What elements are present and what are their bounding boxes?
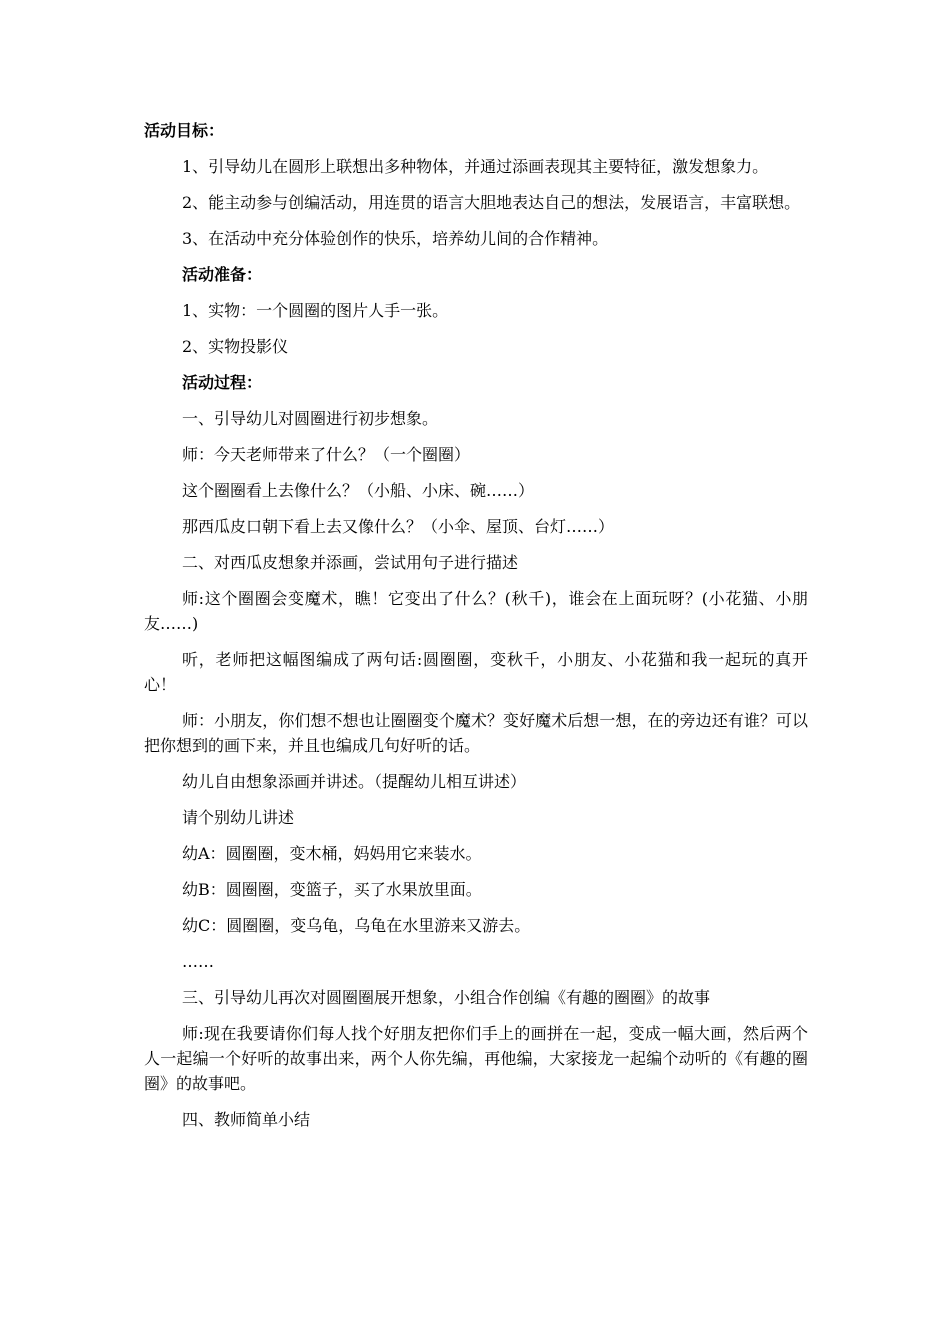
paragraph: 听，老师把这幅图编成了两句话:圆圈圈，变秋千，小朋友、小花猫和我一起玩的真开心！ — [144, 650, 808, 694]
goal-item-1: 1、引导幼儿在圆形上联想出多种物体，并通过添画表现其主要特征，激发想象力。 — [182, 157, 769, 176]
goal-item-3: 3、在活动中充分体验创作的快乐，培养幼儿间的合作精神。 — [182, 229, 609, 248]
paragraph: 幼儿自由想象添画并讲述。（提醒幼儿相互讲述） — [182, 772, 527, 791]
paragraph: 师：小朋友，你们想不想也让圈圈变个魔术？变好魔术后想一想，在的旁边还有谁？可以把你想到的画下来，并且也编成几句好听的话。 — [144, 711, 808, 755]
paragraph: 那西瓜皮口朝下看上去又像什么？（小伞、屋顶、台灯……） — [182, 517, 615, 536]
section-heading-goals: 活动目标： — [144, 121, 225, 140]
child-response-c: 幼C：圆圈圈，变乌龟，乌龟在水里游来又游去。 — [182, 916, 531, 935]
section-heading-preparation: 活动准备： — [182, 265, 263, 284]
paragraph: 这个圈圈看上去像什么？（小船、小床、碗……） — [182, 481, 535, 500]
process-step-2: 二、对西瓜皮想象并添画，尝试用句子进行描述 — [182, 553, 519, 572]
document-page — [144, 118, 808, 1143]
goal-item-2: 2、能主动参与创编活动，用连贯的语言大胆地表达自己的想法，发展语言，丰富联想。 — [182, 193, 801, 212]
section-heading-process: 活动过程： — [182, 373, 263, 392]
ellipsis: …… — [182, 952, 214, 971]
process-step-4: 四、教师简单小结 — [182, 1110, 311, 1129]
paragraph: 请个别幼儿讲述 — [182, 808, 295, 827]
child-response-b: 幼B：圆圈圈，变篮子，买了水果放里面。 — [182, 880, 482, 899]
paragraph: 师：今天老师带来了什么？（一个圈圈） — [182, 445, 471, 464]
process-step-3: 三、引导幼儿再次对圆圈圈展开想象，小组合作创编《有趣的圈圈》的故事 — [182, 988, 711, 1007]
process-step-1: 一、引导幼儿对圆圈进行初步想象。 — [182, 409, 439, 428]
preparation-item-1: 1、实物：一个圆圈的图片人手一张。 — [182, 301, 449, 320]
paragraph: 师:这个圈圈会变魔术，瞧！它变出了什么？(秋千)，谁会在上面玩呀？(小花猫、小朋友……) — [144, 589, 808, 633]
paragraph: 师:现在我要请你们每人找个好朋友把你们手上的画拼在一起，变成一幅大画，然后两个人一起编一个好听的故事出来，两个人你先编，再他编，大家接龙一起编个动听的《有趣的圈圈》的故事吧。 — [144, 1024, 808, 1093]
child-response-a: 幼A：圆圈圈，变木桶，妈妈用它来装水。 — [182, 844, 482, 863]
preparation-item-2: 2、实物投影仪 — [182, 337, 289, 356]
